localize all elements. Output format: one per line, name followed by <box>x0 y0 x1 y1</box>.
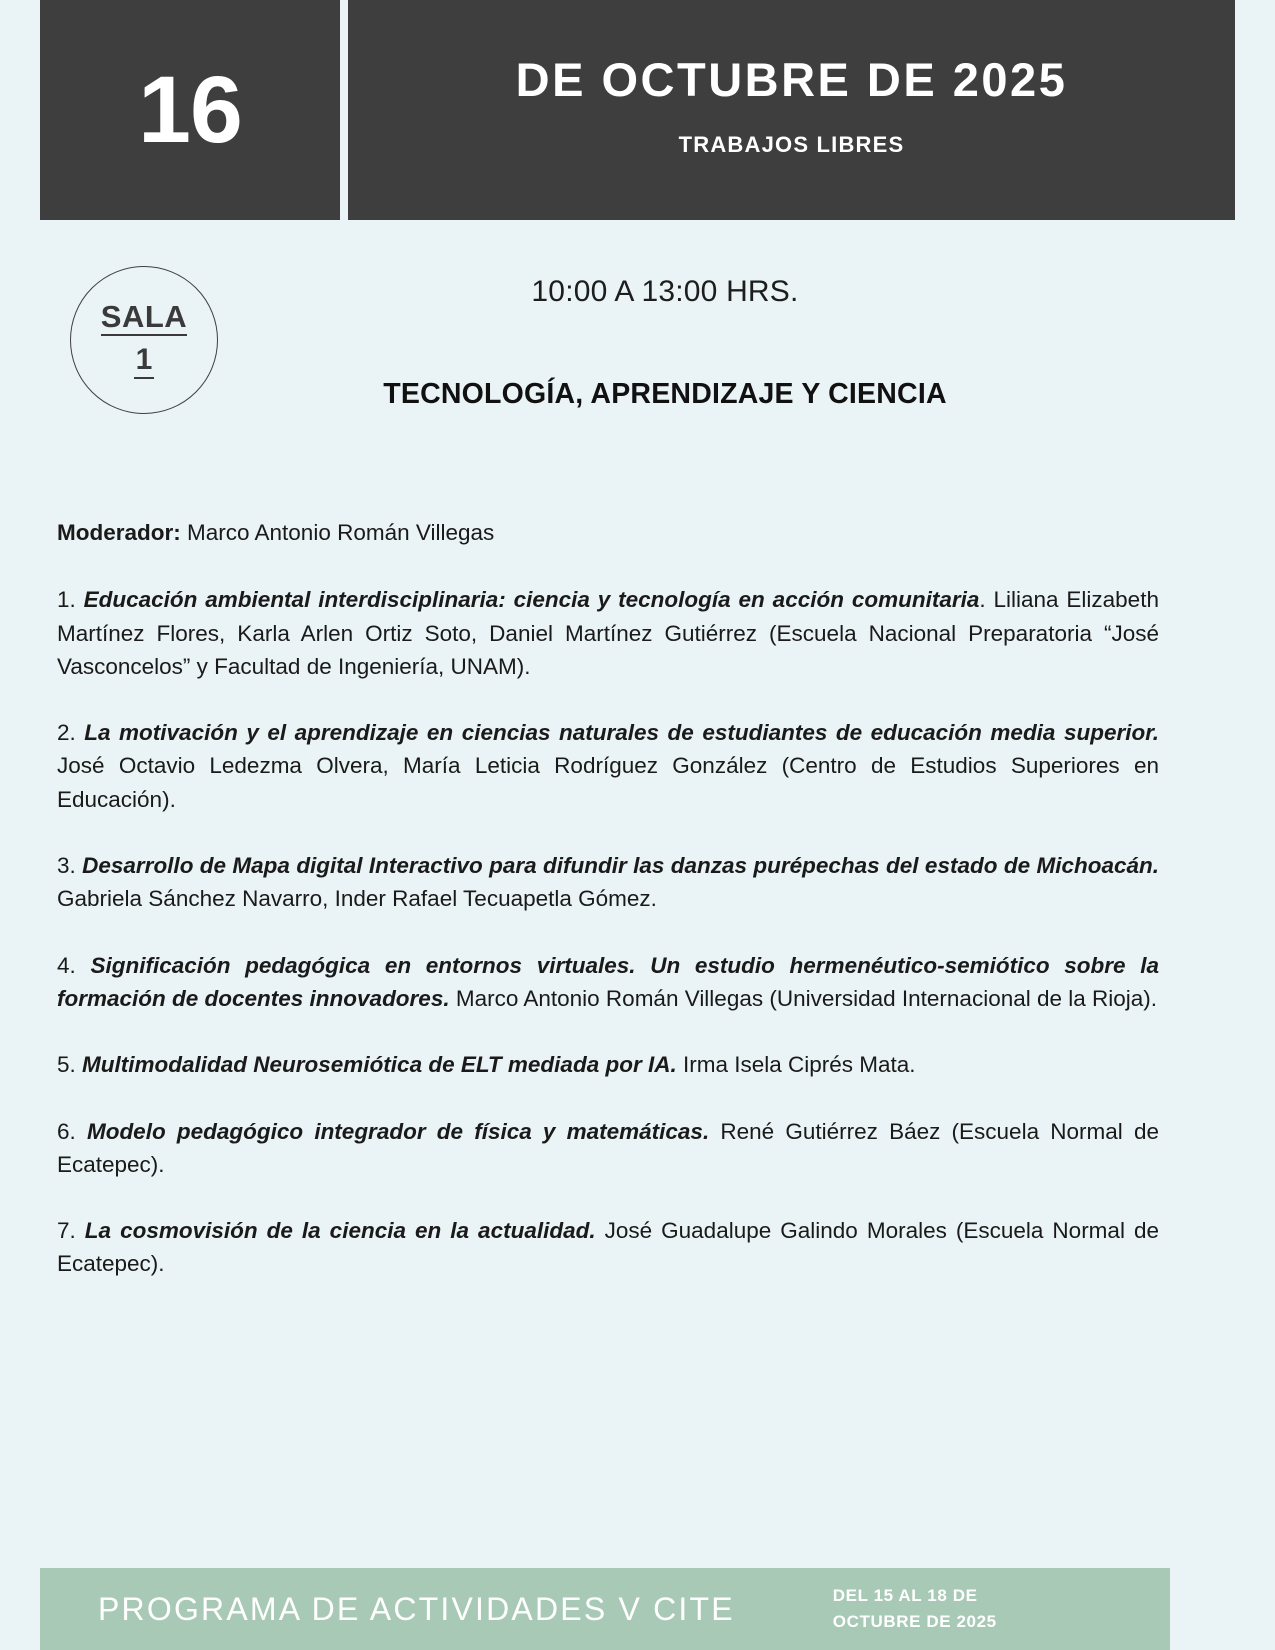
footer-program-title: PROGRAMA DE ACTIVIDADES V CITE <box>98 1590 735 1627</box>
talk-item <box>57 1115 1159 1182</box>
talk-title: Educación ambiental interdisciplinaria: ciencia y tecnología en acción comunitaria <box>83 587 980 613</box>
talk-authors: Gabriela Sánchez Navarro, Inder Rafael Tecuapetla Gómez. <box>57 886 657 912</box>
header-main-block <box>348 0 1235 220</box>
moderator-line <box>57 516 1159 549</box>
header-day-block <box>40 0 340 220</box>
talk-title: Desarrollo de Mapa digital Interactivo para difundir las danzas purépechas del estado de Michoacán. <box>82 853 1159 879</box>
room-badge-number: 1 <box>134 343 155 379</box>
room-badge <box>70 266 218 414</box>
room-badge-label: SALA <box>101 301 187 337</box>
footer-dates-line1: DEL 15 AL 18 DE <box>832 1585 978 1605</box>
talk-item <box>57 949 1159 1016</box>
header-subtitle: TRABAJOS LIBRES <box>678 131 905 157</box>
header-day-number: 16 <box>138 56 242 163</box>
talk-item <box>57 1048 1159 1081</box>
header-divider <box>340 0 348 220</box>
talk-authors: . Liliana Elizabeth Martínez Flores, Karla Arlen Ortiz Soto, Daniel Martínez Gutiérrez (Escuela Nacional Preparatoria “José Vasconcelos” y Facultad de Ingeniería, UNAM). <box>57 587 1159 679</box>
footer-dates <box>833 1583 997 1636</box>
talk-number: 4. <box>57 952 91 978</box>
date-header <box>40 0 1235 220</box>
page-footer <box>40 1568 1170 1650</box>
footer-dates-line2: OCTUBRE DE 2025 <box>832 1612 997 1631</box>
talk-number: 1. <box>57 587 84 613</box>
moderator-label: Moderador: <box>57 520 181 545</box>
talk-number: 2. <box>57 720 85 746</box>
talk-title: La cosmovisión de la ciencia en la actualidad. <box>84 1218 596 1244</box>
talk-item <box>57 849 1159 916</box>
talk-number: 5. <box>57 1052 83 1078</box>
talk-title: La motivación y el aprendizaje en ciencias naturales de estudiantes de educación media superior. <box>84 720 1159 746</box>
talk-item <box>57 583 1159 683</box>
talk-number: 3. <box>57 853 83 879</box>
moderator-name: Marco Antonio Román Villegas <box>180 520 495 545</box>
talk-number: 7. <box>57 1218 85 1244</box>
session-body <box>57 516 1159 1281</box>
session-time: 10:00 A 13:00 HRS. <box>531 275 799 308</box>
talk-title: Modelo pedagógico integrador de física y matemáticas. <box>86 1118 710 1144</box>
talk-title: Multimodalidad Neurosemiótica de ELT mediada por IA. <box>82 1052 677 1078</box>
session-topic: TECNOLOGÍA, APRENDIZAJE Y CIENCIA <box>383 378 947 410</box>
header-date-title: DE OCTUBRE DE 2025 <box>515 53 1068 107</box>
talk-authors: José Guadalupe Galindo Morales (Escuela Normal de Ecatepec). <box>57 1218 1159 1277</box>
talk-authors: René Gutiérrez Báez (Escuela Normal de Ecatepec). <box>57 1118 1159 1177</box>
talk-authors: Marco Antonio Román Villegas (Universidad Internacional de la Rioja). <box>449 985 1158 1011</box>
talk-authors: José Octavio Ledezma Olvera, María Leticia Rodríguez González (Centro de Estudios Superiores en Educación). <box>57 753 1159 812</box>
talk-number: 6. <box>57 1118 87 1144</box>
talk-item <box>57 1214 1159 1281</box>
talk-authors: Irma Isela Ciprés Mata. <box>676 1052 916 1078</box>
talk-title: Significación pedagógica en entornos virtuales. Un estudio hermenéutico-semiótico sobre la formación de docentes innovadores. <box>57 952 1159 1011</box>
talk-item <box>57 716 1159 816</box>
